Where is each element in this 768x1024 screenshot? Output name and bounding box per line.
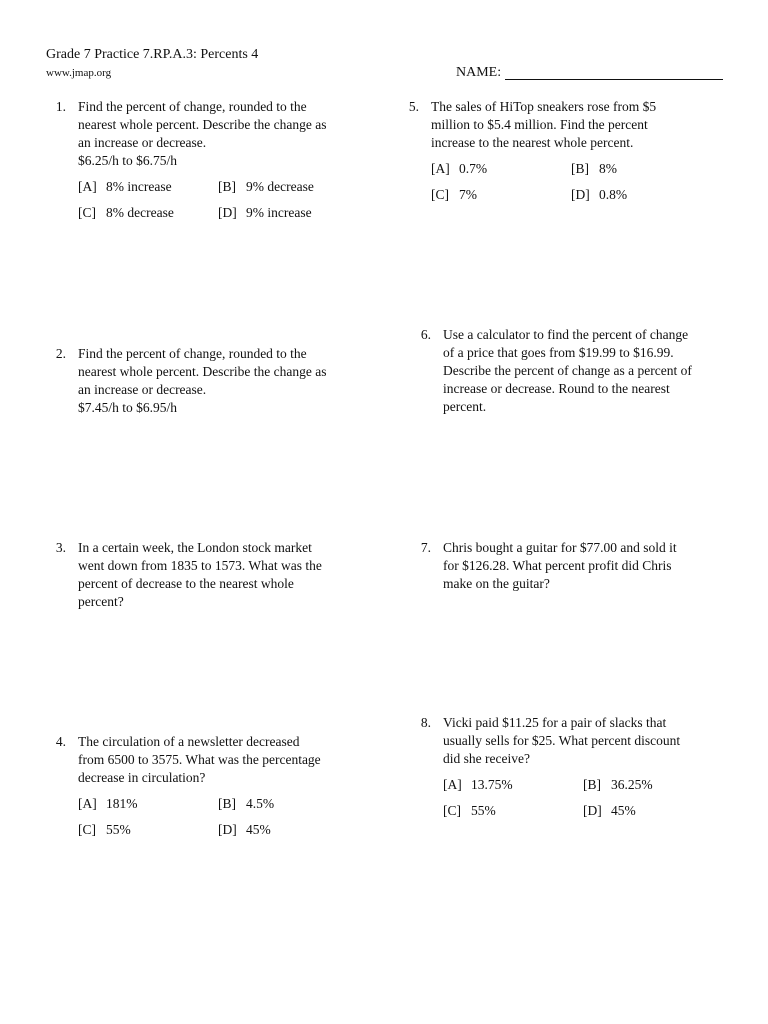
question-text: In a certain week, the London stock market went down from 1835 to 1573. What was the percent of decrease to the nearest whole percent?: [78, 540, 322, 609]
choice-value: 55%: [471, 803, 496, 818]
question-number: 4.: [55, 734, 66, 749]
choice-a[interactable]: [78, 795, 218, 813]
choice-a[interactable]: [78, 178, 218, 196]
question-number: 3.: [55, 540, 66, 555]
choice-d[interactable]: [583, 802, 723, 820]
choice-value: 13.75%: [471, 777, 513, 792]
choice-key: [B]: [571, 161, 589, 176]
choice-c[interactable]: [78, 821, 218, 839]
choice-key: [A]: [443, 777, 462, 792]
choice-value: 181%: [106, 796, 138, 811]
choice-value: 36.25%: [611, 777, 653, 792]
question-text: The sales of HiTop sneakers rose from $5 million to $5.4 million. Find the percent increase to the nearest whole percent.: [431, 99, 657, 150]
choice-value: 9% increase: [246, 205, 312, 220]
choice-value: 55%: [106, 822, 131, 837]
question-text: Find the percent of change, rounded to the nearest whole percent. Describe the change as an increase or decrease. $6.25/h to $6.75/h: [78, 99, 327, 168]
question-number: 5.: [408, 99, 419, 114]
worksheet-title: Grade 7 Practice 7.RP.A.3: Percents 4: [46, 47, 259, 62]
choice-value: 0.7%: [459, 161, 488, 176]
choice-key: [D]: [571, 187, 590, 202]
choice-value: 9% decrease: [246, 179, 314, 194]
question-text: Use a calculator to find the percent of change of a price that goes from $19.99 to $16.99. Describe the percent of change as a percent of increase or decrease. Round to the nearest percent.: [443, 327, 692, 414]
choice-a[interactable]: [443, 776, 583, 794]
question-number: 7.: [420, 540, 431, 555]
name-field-line[interactable]: [505, 79, 723, 80]
site-url: www.jmap.org: [46, 67, 112, 79]
choice-key: [A]: [78, 179, 97, 194]
question-text: The circulation of a newsletter decreased from 6500 to 3575. What was the percentage decrease in circulation?: [78, 734, 321, 785]
question-text: Chris bought a guitar for $77.00 and sold it for $126.28. What percent profit did Chris make on the guitar?: [443, 540, 677, 591]
choice-c[interactable]: [78, 204, 218, 222]
question-number: 1.: [55, 99, 66, 114]
choice-value: 45%: [611, 803, 636, 818]
choice-key: [A]: [78, 796, 97, 811]
choice-value: 8%: [599, 161, 617, 176]
question-number: 2.: [55, 346, 66, 361]
choice-value: 8% decrease: [106, 205, 174, 220]
question-text: Vicki paid $11.25 for a pair of slacks that usually sells for $25. What percent discount did she receive?: [443, 715, 681, 766]
choice-key: [A]: [431, 161, 450, 176]
choice-value: 0.8%: [599, 187, 628, 202]
choice-b[interactable]: [571, 160, 711, 178]
choice-key: [B]: [218, 179, 236, 194]
choice-key: [D]: [218, 205, 237, 220]
choice-key: [C]: [443, 803, 461, 818]
choice-b[interactable]: [218, 795, 358, 813]
choice-b[interactable]: [218, 178, 358, 196]
choice-key: [C]: [431, 187, 449, 202]
choice-key: [B]: [218, 796, 236, 811]
name-label: NAME:: [456, 65, 502, 80]
choice-d[interactable]: [218, 821, 358, 839]
choice-d[interactable]: [218, 204, 358, 222]
choice-key: [D]: [218, 822, 237, 837]
question-number: 8.: [420, 715, 431, 730]
question-text: Find the percent of change, rounded to the nearest whole percent. Describe the change as an increase or decrease. $7.45/h to $6.95/h: [78, 346, 327, 415]
choice-d[interactable]: [571, 186, 711, 204]
choice-key: [C]: [78, 205, 96, 220]
question-number: 6.: [420, 327, 431, 342]
choice-value: 4.5%: [246, 796, 275, 811]
choice-key: [D]: [583, 803, 602, 818]
choice-a[interactable]: [431, 160, 571, 178]
choice-c[interactable]: [443, 802, 583, 820]
choice-value: 7%: [459, 187, 477, 202]
choice-value: 45%: [246, 822, 271, 837]
choice-key: [C]: [78, 822, 96, 837]
choice-key: [B]: [583, 777, 601, 792]
choice-value: 8% increase: [106, 179, 172, 194]
choice-c[interactable]: [431, 186, 571, 204]
choice-b[interactable]: [583, 776, 723, 794]
